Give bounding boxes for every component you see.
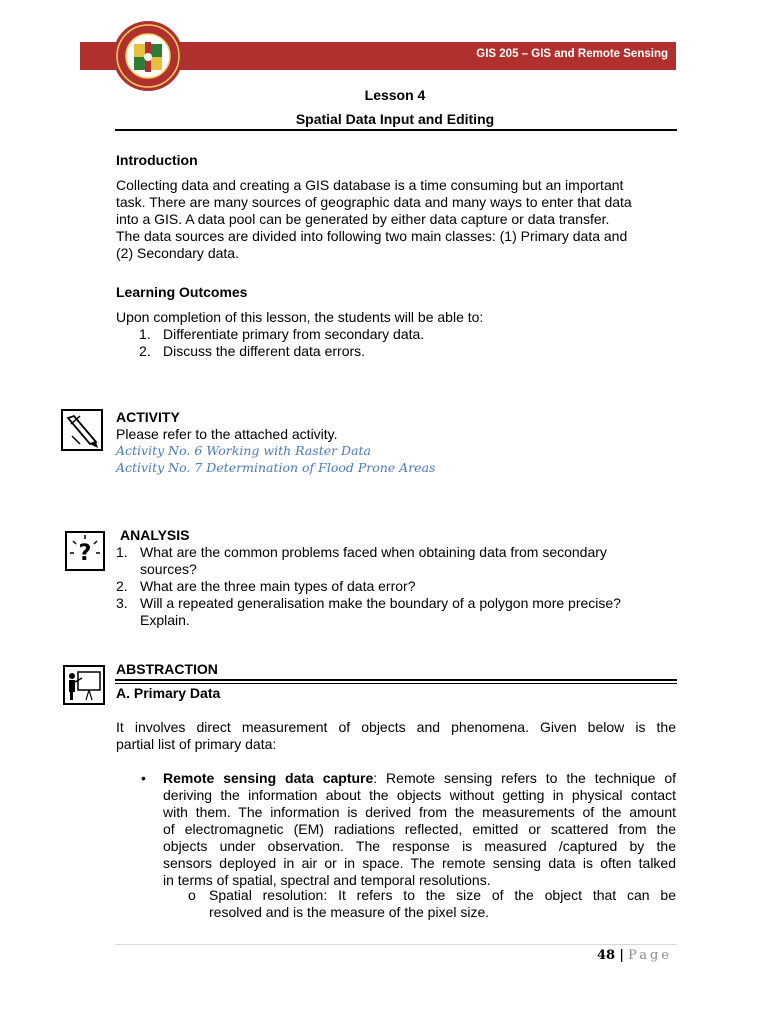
abstraction-heading: ABSTRACTION [116,661,218,677]
bullet-dot: • [141,770,146,786]
remote-sensing-bullet [163,770,676,889]
svg-text:?: ? [78,541,92,566]
abstraction-intro [116,719,676,753]
list-text: Differentiate primary from secondary data. [163,326,425,342]
page-number: 48 [596,948,616,963]
bullet-first-line [163,770,676,787]
pencil-paper-icon [60,408,104,452]
list-number: 2. [139,343,151,359]
bullet-line: objects under observation. The response is measured /captured by the [163,838,676,854]
primary-data-subheading: A. Primary Data [116,685,221,701]
page-separator: | [619,948,624,963]
bullet-line: deriving the information about the objects without getting in physical contact [163,787,676,803]
analysis-item [116,595,676,629]
spatial-resolution-item [209,887,676,921]
sub-bullet-line: Spatial resolution: It refers to the size of the object that can be [209,887,676,903]
footer-rule [115,944,677,945]
list-text: What are the three main types of data error? [140,578,416,594]
sub-bullet-marker: o [188,887,196,903]
bullet-line: of electromagnetic (EM) radiations reflected, emitted or scattered from the [163,821,676,837]
sub-bullet-line: resolved and is the measure of the pixel size. [209,904,490,920]
abstraction-rule-top [115,679,677,681]
list-text: What are the common problems faced when obtaining data from secondary [140,544,607,560]
activity-lead: Please refer to the attached activity. [116,426,338,442]
abstraction-rule-bottom [115,683,677,684]
presenter-board-icon [62,664,106,706]
intro-line: into a GIS. A data pool can be generated by either data capture or data transfer. [116,211,610,227]
analysis-heading: ANALYSIS [120,527,190,543]
introduction-text [116,177,676,262]
question-mark-icon [64,530,106,572]
bullet-line: in terms of spatial, spectral and temporal resolutions. [163,872,491,888]
list-text-cont: sources? [140,561,197,577]
list-number: 3. [116,595,128,611]
analysis-item [116,578,676,595]
list-text: Will a repeated generalisation make the boundary of a polygon more precise? [140,595,621,611]
bullet-term: Remote sensing data capture [163,770,374,786]
lesson-number: Lesson 4 [364,87,426,103]
list-number: 1. [139,326,151,342]
list-number: 1. [116,544,128,560]
outcome-item [139,326,425,343]
activity-heading: ACTIVITY [116,409,180,425]
list-number: 2. [116,578,128,594]
page-footer [597,948,672,963]
outcome-item [139,343,366,360]
bullet-line: with them. The information is derived from the measurements of the amount [163,804,676,820]
introduction-heading: Introduction [116,152,198,168]
intro-line: task. There are many sources of geographic data and many ways to enter that data [116,194,632,210]
outcomes-lead: Upon completion of this lesson, the students will be able to: [116,309,484,325]
intro-line: The data sources are divided into following two main classes: (1) Primary data and [116,228,628,244]
activity-link-6[interactable]: Activity No. 6 Working with Raster Data [116,443,372,458]
list-text: Discuss the different data errors. [163,343,366,359]
analysis-item [116,544,676,578]
course-title: GIS 205 – GIS and Remote Sensing [476,48,668,60]
title-rule [115,129,677,131]
abstraction-intro-line: It involves direct measurement of objects and phenomena. Given below is the [116,719,676,735]
list-text-cont: Explain. [140,612,190,628]
abstraction-intro-line: partial list of primary data: [116,736,277,752]
university-seal-icon [112,20,184,92]
intro-line: Collecting data and creating a GIS database is a time consuming but an important [116,177,624,193]
activity-link-7[interactable]: Activity No. 7 Determination of Flood Prone Areas [116,460,436,475]
page-word: Page [628,948,672,963]
lesson-title: Spatial Data Input and Editing [295,111,495,127]
outcomes-heading: Learning Outcomes [116,284,248,300]
bullet-first-rest: : Remote sensing refers to the technique of [373,770,676,786]
intro-line: (2) Secondary data. [116,245,239,261]
bullet-line: sensors deployed in air or in space. The remote sensing data is often talked [163,855,676,871]
